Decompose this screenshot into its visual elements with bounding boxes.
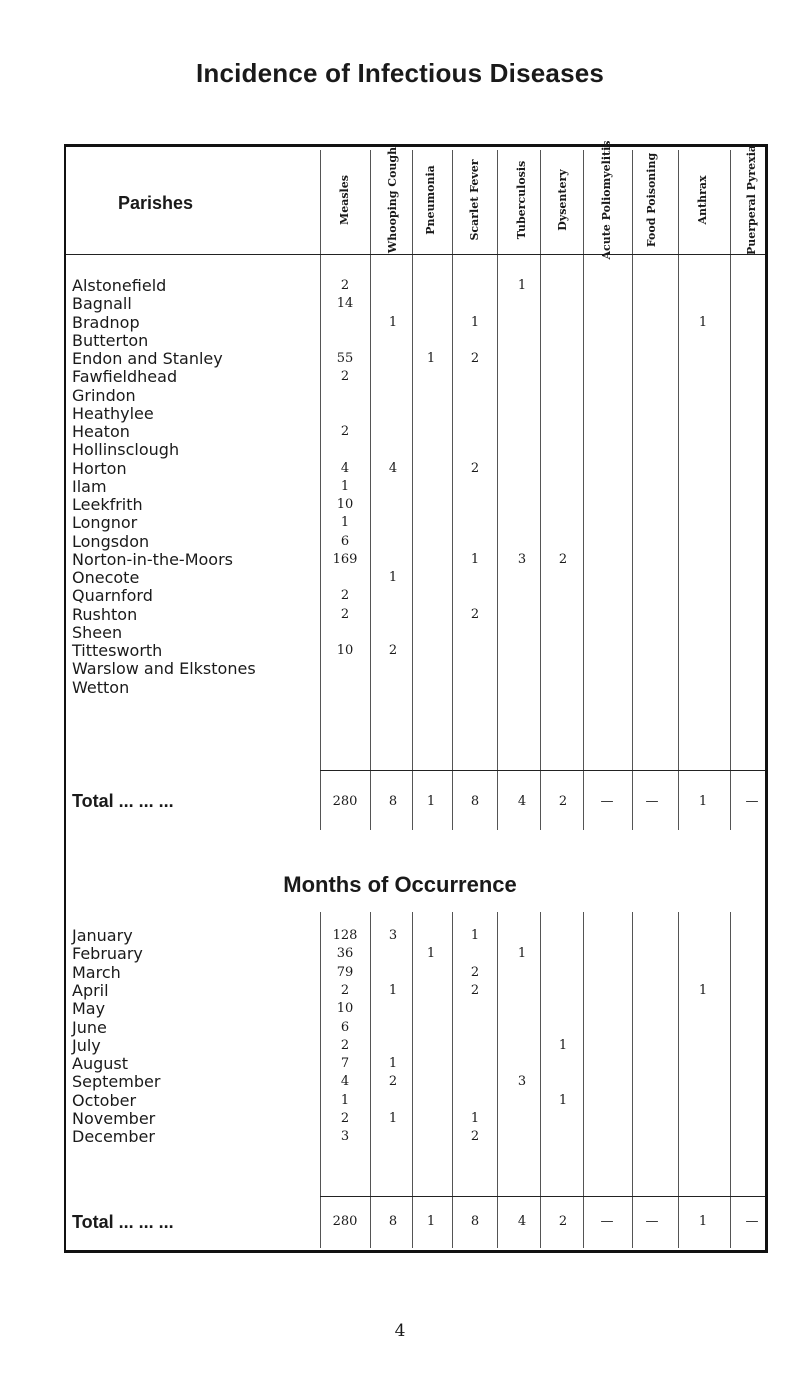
parish-name: Heaton: [72, 422, 130, 441]
month-cell: 7: [340, 1056, 350, 1072]
month-name: August: [72, 1054, 128, 1074]
month-total-cell: —: [600, 1214, 614, 1229]
parish-cell: 1: [698, 314, 708, 330]
column-rule: [678, 150, 679, 830]
month-name: July: [72, 1035, 101, 1055]
month-name: November: [72, 1109, 156, 1128]
column-header-scarlet-fever: [455, 150, 495, 250]
parish-cell: 4: [340, 460, 350, 476]
parish-name: Grindon: [72, 385, 136, 405]
month-cell: 1: [558, 1092, 568, 1108]
month-name: October: [72, 1090, 137, 1110]
parish-total-cell: —: [745, 794, 759, 809]
parish-cell: 1: [340, 515, 350, 531]
parish-total-cell: 4: [517, 794, 527, 809]
month-name: January: [72, 926, 133, 945]
parish-name: Wetton: [72, 677, 130, 697]
parish-cell: 10: [336, 497, 354, 512]
parish-cell: 1: [388, 570, 398, 585]
month-cell: 3: [340, 1129, 350, 1145]
column-rule: [370, 150, 371, 830]
parish-cell: 1: [388, 314, 398, 330]
column-header-measles: [325, 150, 365, 250]
month-name: June: [72, 1017, 107, 1037]
column-header-pneumonia: [411, 150, 451, 250]
parish-name: Longsdon: [72, 531, 150, 551]
month-cell: 1: [470, 928, 480, 943]
month-cell: 36: [336, 946, 354, 962]
column-rule: [320, 912, 321, 1248]
column-header-label: Acute Poliomyelitis: [600, 140, 613, 260]
parish-name: Endon and Stanley: [72, 349, 223, 368]
month-total-cell: 8: [388, 1214, 398, 1229]
parish-cell: 2: [340, 424, 350, 439]
parish-cell: 1: [470, 314, 480, 330]
month-name: March: [72, 962, 121, 982]
parish-cell: 169: [332, 551, 358, 567]
month-name: September: [72, 1072, 161, 1092]
parish-name: Tittesworth: [72, 641, 163, 660]
month-cell: 2: [470, 964, 480, 980]
month-total-cell: 4: [517, 1214, 527, 1229]
page-number: 4: [394, 1321, 406, 1341]
column-header-food-poisoning: [632, 150, 672, 250]
column-rule: [730, 150, 731, 830]
parish-name: Norton-in-the-Moors: [72, 549, 233, 569]
total-rule: [320, 1196, 765, 1197]
parish-name: Butterton: [72, 330, 149, 350]
parish-cell: 1: [426, 351, 436, 366]
column-rule: [452, 912, 453, 1248]
parish-name: Bagnall: [72, 294, 132, 314]
month-cell: 2: [388, 1074, 398, 1090]
parish-cell: 4: [388, 460, 398, 476]
column-header-puerperal-pyrexia: [732, 144, 772, 256]
month-name: May: [72, 999, 106, 1019]
month-cell: 1: [426, 946, 436, 962]
parish-cell: 14: [336, 296, 354, 312]
month-total-cell: —: [645, 1214, 659, 1229]
column-rule: [497, 912, 498, 1248]
parish-total-cell: —: [645, 794, 659, 809]
parish-cell: 2: [470, 606, 480, 622]
parish-name: Onecote: [72, 568, 140, 587]
parish-name: Ilam: [72, 476, 107, 496]
column-header-label: Whooping Cough: [386, 146, 399, 254]
month-total-label: Total ... ... ...: [72, 1212, 174, 1232]
parish-cell: 2: [340, 278, 350, 293]
column-rule: [370, 912, 371, 1248]
parish-cell: 1: [517, 278, 527, 293]
header-rule: [66, 254, 765, 255]
month-total-cell: —: [745, 1214, 759, 1229]
parish-total-cell: 1: [426, 794, 436, 809]
column-header-label: Tuberculosis: [515, 160, 528, 240]
parish-name: Rushton: [72, 604, 138, 624]
parish-name: Hollinsclough: [72, 440, 180, 460]
column-rule: [497, 150, 498, 830]
parish-total-cell: 8: [470, 794, 480, 809]
parish-name: Longnor: [72, 513, 138, 533]
parish-cell: 6: [340, 533, 350, 549]
parishes-column-header: Parishes: [118, 193, 194, 213]
column-header-dysentery: [543, 150, 583, 250]
column-header-label: Puerperal Pyrexia: [745, 144, 758, 256]
column-rule: [632, 912, 633, 1248]
parish-name: Fawfieldhead: [72, 367, 178, 387]
column-rule: [583, 150, 584, 830]
month-total-cell: 8: [470, 1214, 480, 1229]
parish-cell: 2: [340, 588, 350, 604]
parish-cell: 1: [340, 478, 350, 494]
month-cell: 2: [340, 982, 350, 998]
column-header-label: Pneumonia: [424, 165, 437, 235]
parish-total-cell: 2: [558, 794, 568, 809]
parish-cell: 55: [336, 351, 354, 366]
month-cell: 2: [470, 982, 480, 998]
month-total-cell: 2: [558, 1214, 568, 1229]
parish-total-cell: —: [600, 794, 614, 809]
month-cell: 1: [698, 982, 708, 998]
table-bottom-rule: [64, 1250, 768, 1253]
parish-name: Bradnop: [72, 312, 140, 332]
months-section-title: Months of Occurrence: [283, 872, 517, 897]
column-rule: [678, 912, 679, 1248]
column-rule: [320, 150, 321, 830]
column-rule: [583, 912, 584, 1248]
column-rule: [452, 150, 453, 830]
month-cell: 10: [336, 1001, 354, 1017]
parish-name: Alstonefield: [72, 276, 167, 295]
parish-cell: 2: [340, 369, 350, 385]
parish-total-cell: 1: [698, 794, 708, 809]
column-header-label: Scarlet Fever: [468, 159, 481, 241]
parish-cell: 2: [388, 643, 398, 658]
month-cell: 128: [332, 928, 358, 943]
month-total-cell: 1: [698, 1214, 708, 1229]
parish-name: Leekfrith: [72, 495, 143, 514]
month-cell: 1: [470, 1111, 480, 1126]
parish-name: Sheen: [72, 622, 123, 642]
parish-cell: 2: [470, 460, 480, 476]
month-cell: 2: [340, 1037, 350, 1053]
month-cell: 1: [517, 946, 527, 962]
month-cell: 4: [340, 1074, 350, 1090]
total-rule: [320, 770, 765, 771]
column-header-acute-poliomyelitis: [587, 140, 627, 260]
month-name: April: [72, 980, 109, 1000]
column-header-anthrax: [683, 150, 723, 250]
page-title: Incidence of Infectious Diseases: [195, 58, 605, 88]
month-name: February: [72, 944, 143, 964]
month-total-cell: 1: [426, 1214, 436, 1229]
table-right-rule: [765, 144, 768, 1253]
month-cell: 6: [340, 1019, 350, 1035]
month-cell: 79: [336, 964, 354, 980]
month-cell: 3: [517, 1074, 527, 1090]
month-cell: 2: [340, 1111, 350, 1126]
table-left-rule: [64, 144, 66, 1253]
month-total-cell: 280: [332, 1214, 358, 1229]
parish-name: Horton: [72, 458, 127, 478]
parish-name: Quarnford: [72, 586, 153, 606]
column-rule: [412, 150, 413, 830]
column-header-label: Food Poisoning: [645, 152, 658, 248]
column-rule: [730, 912, 731, 1248]
month-cell: 2: [470, 1129, 480, 1145]
parish-cell: 2: [558, 551, 568, 567]
parish-total-label: Total ... ... ...: [72, 791, 174, 811]
month-cell: 3: [388, 928, 398, 943]
month-name: December: [72, 1127, 155, 1147]
parish-cell: 2: [470, 351, 480, 366]
parish-cell: 10: [336, 643, 354, 658]
column-header-label: Measles: [338, 175, 351, 225]
month-cell: 1: [388, 1056, 398, 1072]
parish-cell: 3: [517, 551, 527, 567]
month-cell: 1: [388, 1111, 398, 1126]
column-header-label: Dysentery: [556, 169, 569, 231]
column-header-tuberculosis: [502, 150, 542, 250]
parish-name: Heathylee: [72, 403, 154, 423]
parish-cell: 2: [340, 606, 350, 622]
month-cell: 1: [558, 1037, 568, 1053]
month-cell: 1: [340, 1092, 350, 1108]
parish-total-cell: 280: [332, 794, 358, 809]
column-rule: [540, 150, 541, 830]
month-cell: 1: [388, 982, 398, 998]
parish-cell: 1: [470, 551, 480, 567]
table-top-rule: [64, 144, 768, 147]
parish-name: Warslow and Elkstones: [72, 659, 256, 679]
column-header-whooping-cough: [373, 146, 413, 254]
parish-total-cell: 8: [388, 794, 398, 809]
column-rule: [632, 150, 633, 830]
column-header-label: Anthrax: [696, 175, 709, 225]
